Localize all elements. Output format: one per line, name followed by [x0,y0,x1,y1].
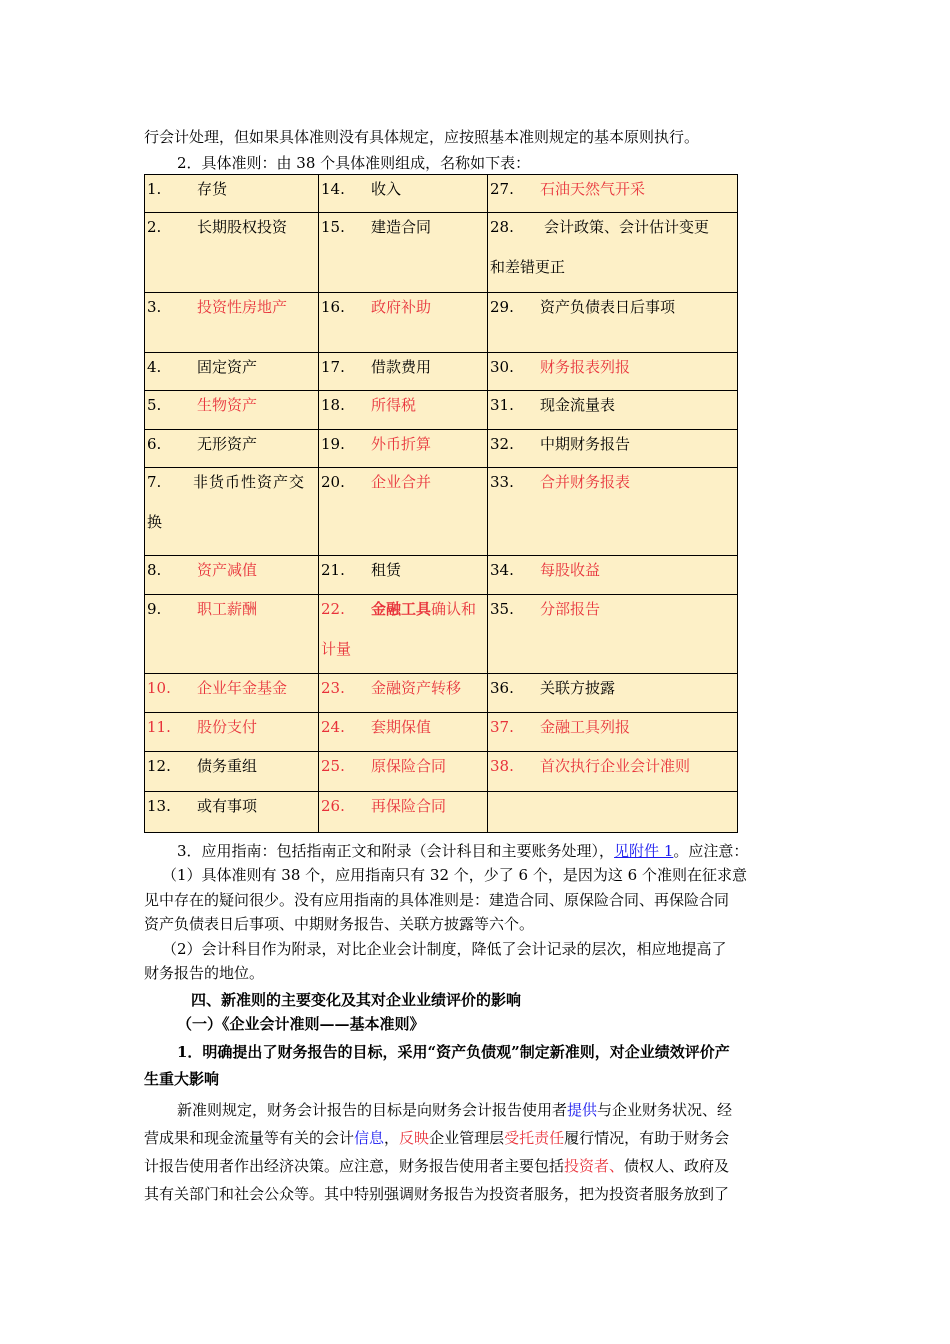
paragraph-line2: 营成果和现金流量等有关的会计信息，反映企业管理层受托责任履行情况，有助于财务会 [144,1129,730,1147]
appendix-link[interactable]: 见附件 1 [614,842,674,860]
section3-point1-line3: 资产负债表日后事项、中期财务报告、关联方披露等六个。 [144,915,535,933]
section3-heading: 3．应用指南：包括指南正文和附录（会计科目和主要账务处理），见附件 1。应注意： [177,842,749,860]
section3-point2-line2: 财务报告的地位。 [144,964,265,982]
section3-point1-line1: （1）具体准则有 38 个，应用指南只有 32 个，少了 6 个，是因为这 6 个准则在征求意 [162,866,747,884]
section2-heading: 2．具体准则：由 38 个具体准则组成，名称如下表： [177,154,531,172]
section4-sub1: （一）《企业会计准则——基本准则》 [177,1015,425,1033]
section4-point1-line2: 生重大影响 [144,1070,220,1088]
intro-line: 行会计处理，但如果具体准则没有具体规定，应按照基本准则规定的基本原则执行。 [144,128,700,146]
section4-heading: 四、新准则的主要变化及其对企业业绩评价的影响 [191,991,522,1009]
section4-point1-line1: 1．明确提出了财务报告的目标，采用“资产负债观”制定新准则，对企业绩效评价产 [177,1043,730,1061]
section3-point1-line2: 见中存在的疑问很少。没有应用指南的具体准则是：建造合同、原保险合同、再保险合同 [144,891,730,909]
paragraph-line4: 其有关部门和社会公众等。其中特别强调财务报告为投资者服务，把为投资者服务放到了 [144,1185,730,1203]
section3-point2-line1: （2）会计科目作为附录，对比企业会计制度，降低了会计记录的层次，相应地提高了 [162,940,727,958]
paragraph-line3: 计报告使用者作出经济决策。应注意，财务报告使用者主要包括投资者、债权人、政府及 [144,1157,730,1175]
standards-table: 1. 存货 14. 收入 27. 石油天然气开采 2. 长期股权投资 15. 建造合同 28. 会计政策、会计估计变更 和差错更正 3. 投资性房地产 16. 政府补助 29. 资产负债表日后事项 4. 固定资产 17. 借款费用 30. 财务报表列报 5. 生物资产 18. 所得税 31. 现金流量表 6. 无形资产 19. 外币折算 32. 中期财务报告 7. 非货币性资产交 换 20. 企业合并 33. 合并财务报表 8. 资产减值 21. 租赁 34. 每股收益 9. 职工薪酬 22. 金融工具确认和 计量 35. 分部报告 10. 企业年金基金 23. 金融资产转移 36. 关联方披露 11. 股份支付 24. 套期保值 37. 金融工具列报 12. 债务重组 25. 原保险合同 38. 首次执行企业会计准则 13. 或有事项 26. 再保险合同 [144,174,738,833]
paragraph-line1: 新准则规定，财务会计报告的目标是向财务会计报告使用者提供与企业财务状况、经 [177,1101,733,1119]
